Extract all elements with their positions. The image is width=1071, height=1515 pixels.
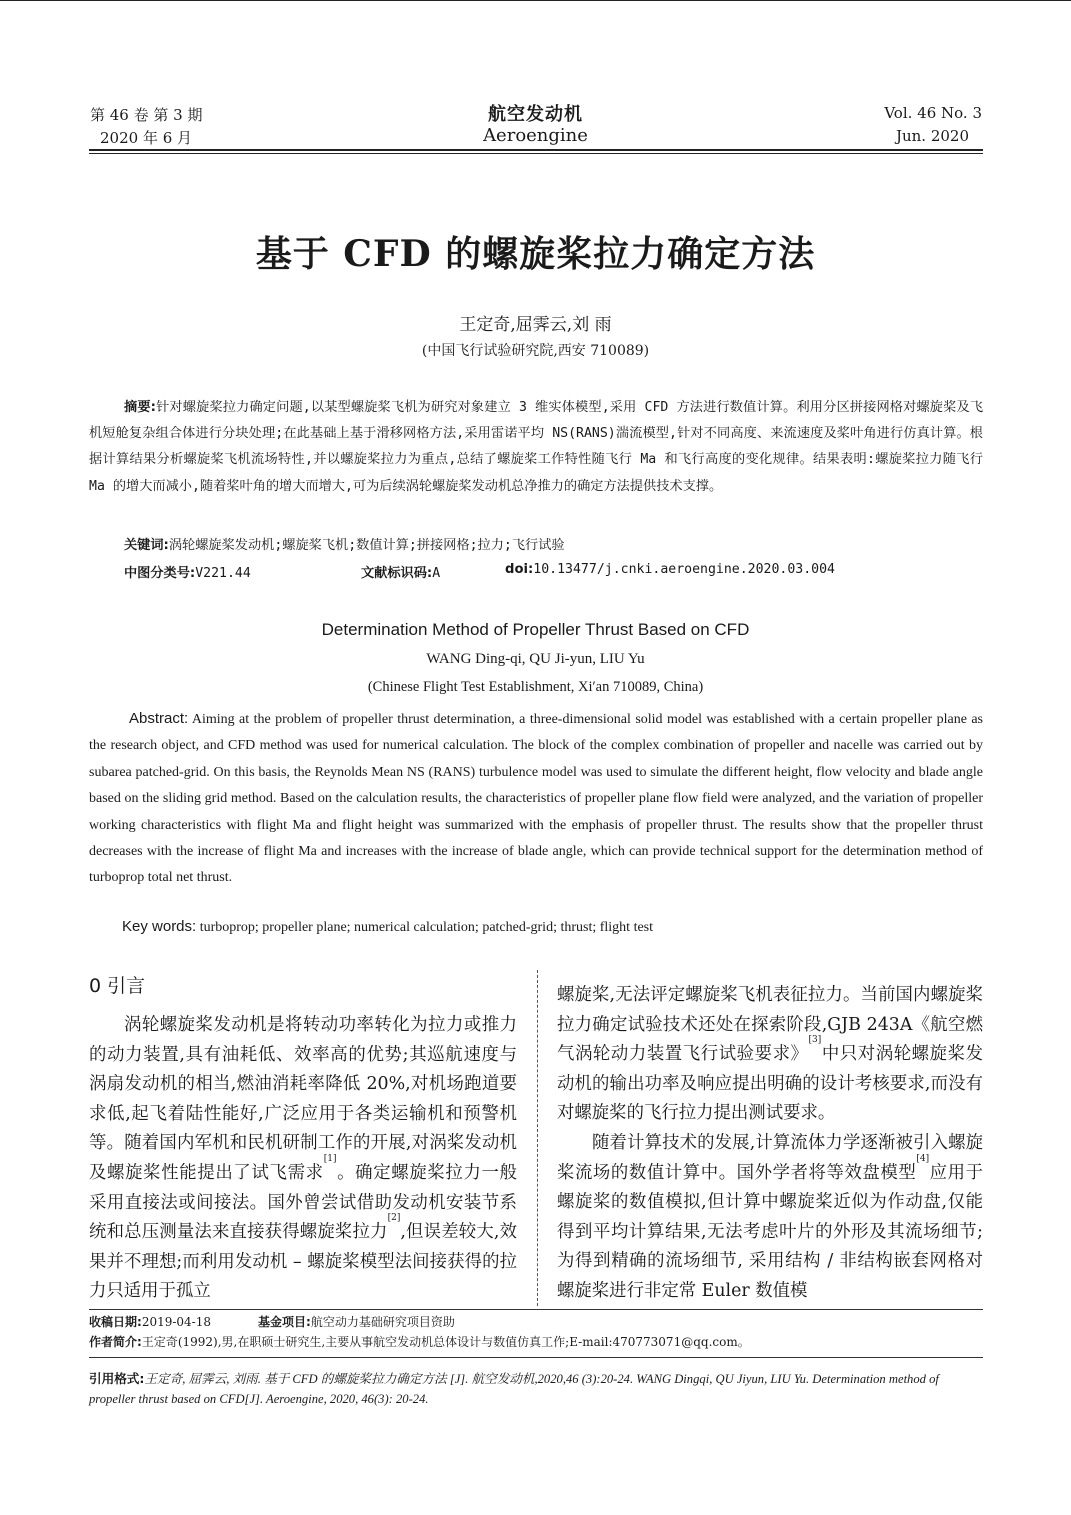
received-label: 收稿日期: <box>89 1315 142 1329</box>
column-divider <box>537 970 538 1306</box>
body-right-column <box>557 981 983 1307</box>
doi-value: 10.13477/j.cnki.aeroengine.2020.03.004 <box>533 562 835 577</box>
header-date-en: Jun. 2020 <box>895 127 969 145</box>
reference-marker: [1] <box>323 1153 337 1164</box>
fund-info <box>258 1313 455 1330</box>
received-value: 2019-04-18 <box>141 1315 211 1329</box>
doc-code-value: A <box>432 566 441 581</box>
reference-marker: [2] <box>387 1213 401 1224</box>
affiliation-en: (Chinese Flight Test Establishment, Xi′an 710089, China) <box>367 679 704 695</box>
citation <box>89 1369 983 1409</box>
abstract-cn-text: 针对螺旋桨拉力确定问题,以某型螺旋桨飞机为研究对象建立 3 维实体模型,采用 CFD 方法进行数值计算。利用分区拼接网格对螺旋桨及飞机短舱复杂组合体进行分块处理;在此基础上基于滑移网格方法,采用雷诺平均 NS(RANS)湍流模型,针对不同高度、来流速度及桨叶角进行仿真计算。根据计算结果分析螺旋桨飞机流场特性,并以螺旋桨拉力为重点,总结了螺旋桨工作特性随飞行 Ma 和飞行高度的变化规律。结果表明:螺旋桨拉力随飞行 Ma 的增大而减小,随着桨叶角的增大而增大,可为后续涡轮螺旋桨发动机总净推力的确定方法提供技术支撑。 <box>89 400 984 494</box>
doc-code-label: 文献标识码: <box>361 566 433 581</box>
paper-title-cn: 基于 CFD 的螺旋桨拉力确定方法 <box>255 233 816 275</box>
header-volume-cn: 第 46 卷 第 3 期 <box>90 106 203 124</box>
citation-label: 引用格式: <box>89 1371 145 1386</box>
header-volume-en: Vol. 46 No. 3 <box>884 104 982 122</box>
document-code <box>361 562 440 581</box>
body-paragraph <box>89 1011 517 1307</box>
received-date <box>89 1313 211 1330</box>
abstract-en-label: Abstract: <box>129 710 189 727</box>
journal-name-cn: 航空发动机 <box>488 104 583 125</box>
doi <box>505 562 835 577</box>
clc-label: 中图分类号: <box>124 566 196 581</box>
affiliation-cn: (中国飞行试验研究院,西安 710089) <box>421 343 650 359</box>
abstract-en <box>89 706 983 892</box>
fund-value: 航空动力基础研究项目资助 <box>310 1315 455 1329</box>
top-border <box>0 0 1071 1</box>
abstract-cn-label: 摘要: <box>124 400 156 415</box>
paper-title-en: Determination Method of Propeller Thrust Based on CFD <box>321 620 750 639</box>
journal-name-en: Aeroengine <box>483 125 588 146</box>
body-text: 涡轮螺旋桨发动机是将转动功率转化为拉力或推力的动力装置,具有油耗低、效率高的优势;其巡航速度与涡扇发动机的相当,燃油消耗率降低 20%,对机场跑道要求低,起飞着陆性能好,广泛应用于各类运输机和预警机等。随着国内军机和民机研制工作的开展,对涡桨发动机及螺旋桨性能提出了试飞需求 <box>89 1015 517 1183</box>
header-rule-thin <box>89 153 983 154</box>
abstract-en-text: Aiming at the problem of propeller thrust determination, a three-dimensional solid model was established with a certain propeller plane as the research object, and CFD method was used for numerical calculation. The block of the complex combination of propeller and nacelle was carried out by subarea patched-grid. On this basis, the Reynolds Mean NS (RANS) turbulence model was used to simulate the different height, flow velocity and blade angle based on the sliding grid method. Based on the calculation results, the characteristics of propeller plane flow field were analyzed, and the variation of propeller working characteristics with flight Ma and flight height was summarized with the emphasis of propeller thrust. The results show that the propeller thrust decreases with the increase of flight Ma and increases with the increase of blade angle, which can provide technical support for the determination method of turboprop total net thrust. <box>89 712 983 886</box>
doi-label: doi: <box>505 562 534 577</box>
author-bio-value: 王定奇(1992),男,在职硕士研究生,主要从事航空发动机总体设计与数值仿真工作;E-mail:470773071@qq.com。 <box>141 1335 750 1349</box>
section-heading: 0 引言 <box>89 975 146 997</box>
keywords-cn-label: 关键词: <box>124 538 169 553</box>
body-paragraph <box>557 1129 983 1307</box>
body-paragraph <box>557 981 983 1129</box>
body-text: 随着计算技术的发展,计算流体力学逐渐被引入螺旋桨流场的数值计算中。国外学者将等效盘模型 <box>557 1132 983 1183</box>
header-rule-thick <box>89 149 983 151</box>
authors-en: WANG Ding-qi, QU Ji-yun, LIU Yu <box>426 651 645 667</box>
clc-value: V221.44 <box>195 566 251 581</box>
citation-rule <box>89 1357 983 1358</box>
body-left-column <box>89 1011 517 1307</box>
keywords-en <box>122 918 653 936</box>
authors-cn: 王定奇,屈霁云,刘 雨 <box>459 315 612 335</box>
body-text: ,但误差较大,效果并不理想;而利用发动机 – 螺旋桨模型法间接获得的拉力只适用于孤立 <box>89 1222 517 1302</box>
citation-text: 王定奇, 屈霁云, 刘雨. 基于 CFD 的螺旋桨拉力确定方法 [J]. 航空发动机,2020,46 (3):20-24. WANG Dingqi, QU Jiyun, LIU Yu. Determination method of propeller thrust based on CFD[J]. Aeroengine, 2020, 46(3): 20-24. <box>89 1372 939 1406</box>
fund-label: 基金项目: <box>258 1315 311 1329</box>
clc-number <box>124 562 251 581</box>
footnote-rule <box>89 1309 983 1310</box>
reference-marker: [4] <box>916 1153 930 1164</box>
body-text: 螺旋桨,无法评定螺旋桨飞机表征拉力。当前国内螺旋桨拉力确定试验技术还处在探索阶段,GJB 243A《航空燃气涡轮动力装置飞行试验要求》 <box>557 985 983 1065</box>
author-bio <box>89 1333 750 1350</box>
reference-marker: [3] <box>808 1035 822 1046</box>
header-date-cn: 2020 年 6 月 <box>100 129 193 147</box>
author-bio-label: 作者简介: <box>89 1335 142 1349</box>
keywords-en-label: Key words: <box>122 918 197 935</box>
keywords-cn <box>124 534 565 553</box>
abstract-cn <box>89 395 983 500</box>
body-text: 应用于螺旋桨的数值模拟,但计算中螺旋桨近似为作动盘,仅能得到平均计算结果,无法考虑叶片的外形及其流场细节; 为得到精确的流场细节, 采用结构 / 非结构嵌套网格对螺旋桨进行非定常 Euler 数值模 <box>557 1162 983 1301</box>
keywords-en-text: turboprop; propeller plane; numerical calculation; patched-grid; thrust; flight test <box>199 920 654 935</box>
keywords-cn-text: 涡轮螺旋桨发动机;螺旋桨飞机;数值计算;拼接网格;拉力;飞行试验 <box>168 538 565 553</box>
body-text: 。确定螺旋桨拉力一般采用直接法或间接法。国外曾尝试借助发动机安装节系统和总压测量法来直接获得螺旋桨拉力 <box>89 1162 517 1243</box>
body-text: 中只对涡轮螺旋桨发动机的输出功率及响应提出明确的设计考核要求,而没有对螺旋桨的飞行拉力提出测试要求。 <box>557 1044 983 1124</box>
